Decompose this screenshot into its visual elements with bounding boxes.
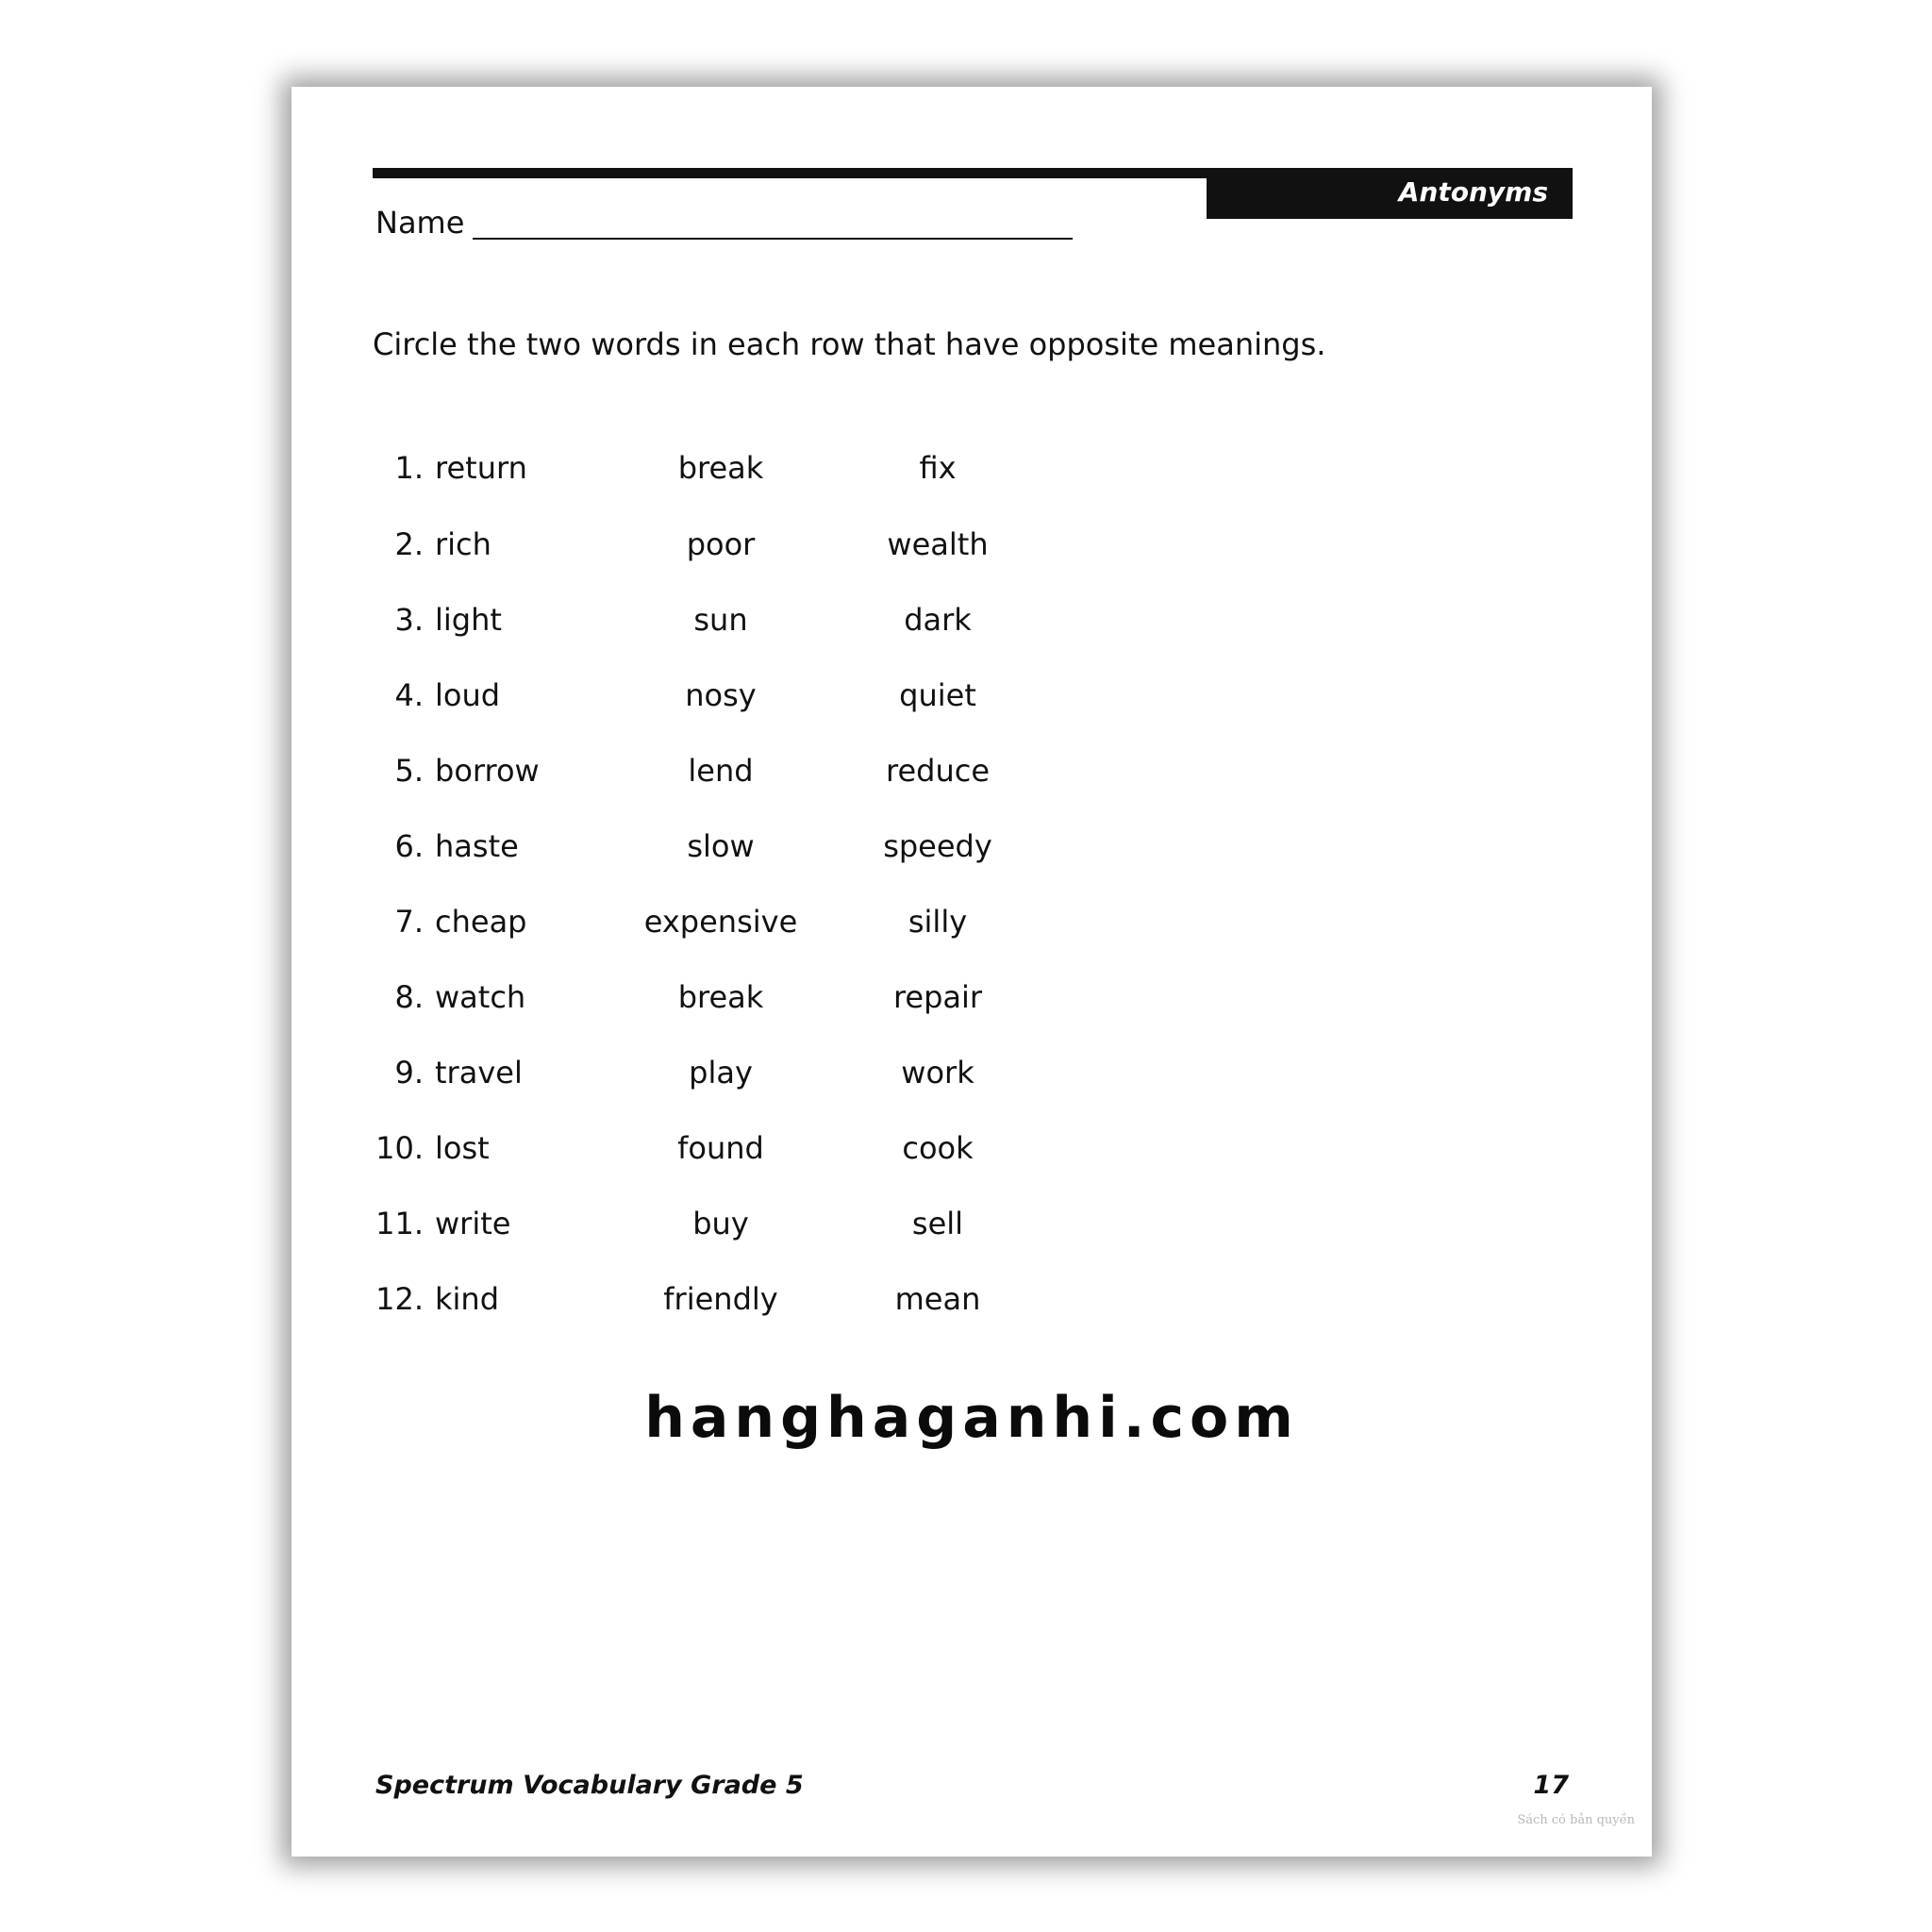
- item-number: 6.: [394, 828, 424, 864]
- word[interactable]: found: [677, 1130, 764, 1166]
- word[interactable]: travel: [435, 1055, 523, 1091]
- copyright-note: Sách có bản quyền: [1517, 1813, 1635, 1827]
- word[interactable]: repair: [892, 979, 983, 1015]
- item-number: 7.: [394, 904, 424, 940]
- word[interactable]: borrow: [435, 753, 540, 789]
- word[interactable]: lost: [435, 1130, 490, 1166]
- word[interactable]: buy: [692, 1206, 749, 1241]
- word[interactable]: fix: [919, 450, 957, 486]
- item-number: 12.: [375, 1281, 424, 1317]
- item-number: 3.: [394, 602, 424, 638]
- word[interactable]: nosy: [685, 677, 757, 713]
- word[interactable]: loud: [435, 677, 501, 713]
- item-number: 2.: [394, 526, 424, 562]
- word[interactable]: kind: [435, 1281, 500, 1317]
- word[interactable]: rich: [435, 526, 491, 562]
- word[interactable]: watch: [435, 979, 526, 1015]
- word[interactable]: poor: [686, 526, 756, 562]
- list-item: [291, 904, 1235, 945]
- word[interactable]: break: [677, 979, 764, 1015]
- word[interactable]: play: [689, 1055, 753, 1091]
- word[interactable]: silly: [908, 904, 968, 940]
- page-number: 17: [1533, 1771, 1569, 1800]
- list-item: [291, 1206, 1235, 1247]
- item-number: 8.: [394, 979, 424, 1015]
- item-number: 1.: [394, 450, 424, 486]
- name-line: [473, 238, 1073, 240]
- word[interactable]: reduce: [885, 753, 990, 789]
- list-item: [291, 753, 1235, 794]
- word[interactable]: speedy: [883, 828, 992, 864]
- section-label-box: [1207, 168, 1573, 219]
- item-number: 5.: [394, 753, 424, 789]
- list-item: [291, 1055, 1235, 1096]
- section-label: Antonyms: [1398, 176, 1548, 208]
- word[interactable]: quiet: [899, 677, 976, 713]
- word[interactable]: expensive: [643, 904, 798, 940]
- list-item: [291, 602, 1235, 643]
- word[interactable]: dark: [904, 602, 972, 638]
- word[interactable]: mean: [894, 1281, 981, 1317]
- item-number: 9.: [394, 1055, 424, 1091]
- word[interactable]: friendly: [663, 1281, 778, 1317]
- item-number: 4.: [394, 677, 424, 713]
- item-number: 10.: [375, 1130, 424, 1166]
- instructions: Circle the two words in each row that have opposite meanings.: [373, 326, 1326, 362]
- word[interactable]: return: [435, 450, 527, 486]
- word[interactable]: sell: [911, 1206, 964, 1241]
- list-item: [291, 1130, 1235, 1172]
- list-item: [291, 677, 1235, 719]
- word[interactable]: work: [901, 1055, 974, 1091]
- book-title: Spectrum Vocabulary Grade 5: [375, 1771, 804, 1800]
- watermark-text: hanghaganhi.com: [644, 1385, 1299, 1451]
- word[interactable]: break: [677, 450, 764, 486]
- list-item: [291, 450, 1235, 491]
- word[interactable]: wealth: [887, 526, 989, 562]
- list-item: [291, 1281, 1235, 1323]
- word[interactable]: slow: [687, 828, 755, 864]
- list-item: [291, 526, 1235, 568]
- word[interactable]: haste: [435, 828, 519, 864]
- list-item: [291, 979, 1235, 1021]
- word[interactable]: cook: [902, 1130, 974, 1166]
- list-item: [291, 828, 1235, 870]
- name-label: Name: [375, 205, 465, 241]
- worksheet-page: [291, 87, 1652, 1857]
- word[interactable]: write: [435, 1206, 511, 1241]
- item-number: 11.: [375, 1206, 424, 1241]
- word[interactable]: sun: [693, 602, 748, 638]
- word[interactable]: light: [435, 602, 502, 638]
- word[interactable]: cheap: [435, 904, 527, 940]
- word[interactable]: lend: [688, 753, 754, 789]
